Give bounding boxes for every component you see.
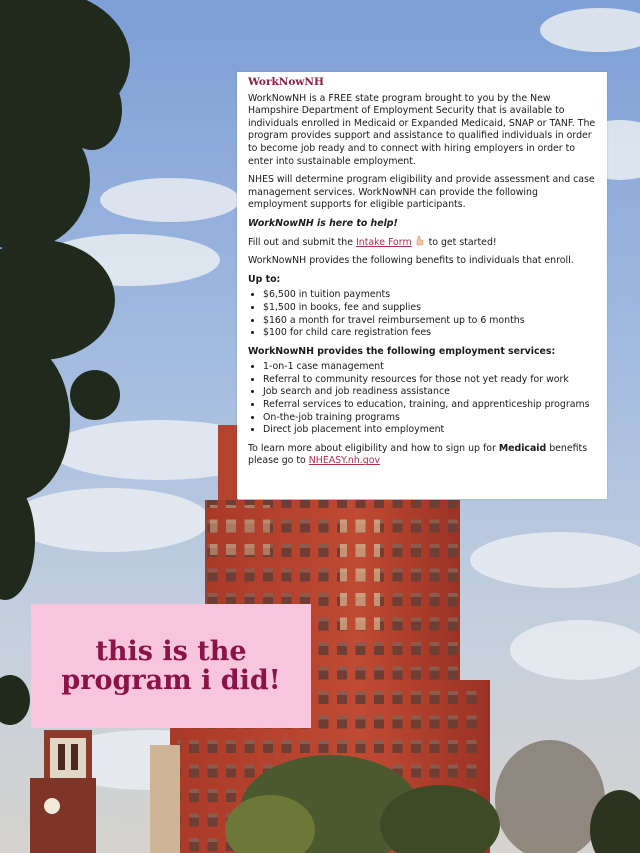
list-item: • $1,500 in books, fee and supplies [263, 302, 597, 315]
benefits-line: WorkNowNH provides the following benefits to individuals that enroll. [248, 255, 574, 267]
caption-line-2: program i did! [61, 665, 281, 696]
benefits-list [248, 289, 597, 339]
caption-box [31, 604, 311, 728]
hand-pointer-icon [414, 236, 424, 246]
intake-text-after: to get started! [425, 236, 497, 248]
intro-paragraph: WorkNowNH is a FREE state program brought to you by the New Hampshire Department of Employment Security that is available to individuals enrolled in Medicaid or Expanded Medicaid, SNAP or TANF. The program provides support and assistance to qualified individuals in order to become job ready and to connect with hiring employers in order to enter into sustainable employment. [248, 92, 596, 167]
learn-more-paragraph [248, 443, 597, 468]
list-item: • Referral services to education, training, and apprenticeship programs [263, 399, 597, 412]
caption-text [61, 637, 280, 695]
list-item: • On-the-job training programs [263, 412, 597, 425]
list-item: • $6,500 in tuition payments [263, 289, 597, 302]
list-item: • Direct job placement into employment [263, 424, 597, 437]
learn-text-before: To learn more about eligibility and how to sign up for [248, 442, 499, 454]
services-heading: WorkNowNH provides the following employment services: [248, 345, 556, 357]
intake-text-before: Fill out and submit the [248, 236, 356, 248]
services-list [248, 361, 597, 437]
intake-line [248, 236, 597, 250]
nhes-paragraph: NHES will determine program eligibility and provide assessment and case management services. WorkNowNH can provide the following employment supports for eligible participants. [248, 174, 595, 211]
nheasy-link[interactable]: NHEASY.nh.gov [308, 455, 381, 467]
list-item: • Referral to community resources for those not yet ready for work [263, 374, 597, 387]
up-to-heading: Up to: [248, 273, 281, 285]
info-card [237, 72, 607, 499]
card-title: WorkNowNH [248, 76, 324, 88]
caption-line-1: this is the [95, 636, 247, 667]
help-heading: WorkNowNH is here to help! [248, 217, 398, 229]
intake-form-link[interactable]: Intake Form [356, 236, 412, 248]
list-item: • $160 a month for travel reimbursement up to 6 months [263, 315, 597, 328]
list-item: • 1-on-1 case management [263, 361, 597, 374]
list-item: • Job search and job readiness assistance [263, 386, 597, 399]
medicaid-bold: Medicaid [498, 442, 547, 454]
learn-text-middle: benefits please go to [248, 442, 588, 467]
list-item: • $100 for child care registration fees [263, 327, 597, 340]
beige-building [150, 745, 180, 853]
